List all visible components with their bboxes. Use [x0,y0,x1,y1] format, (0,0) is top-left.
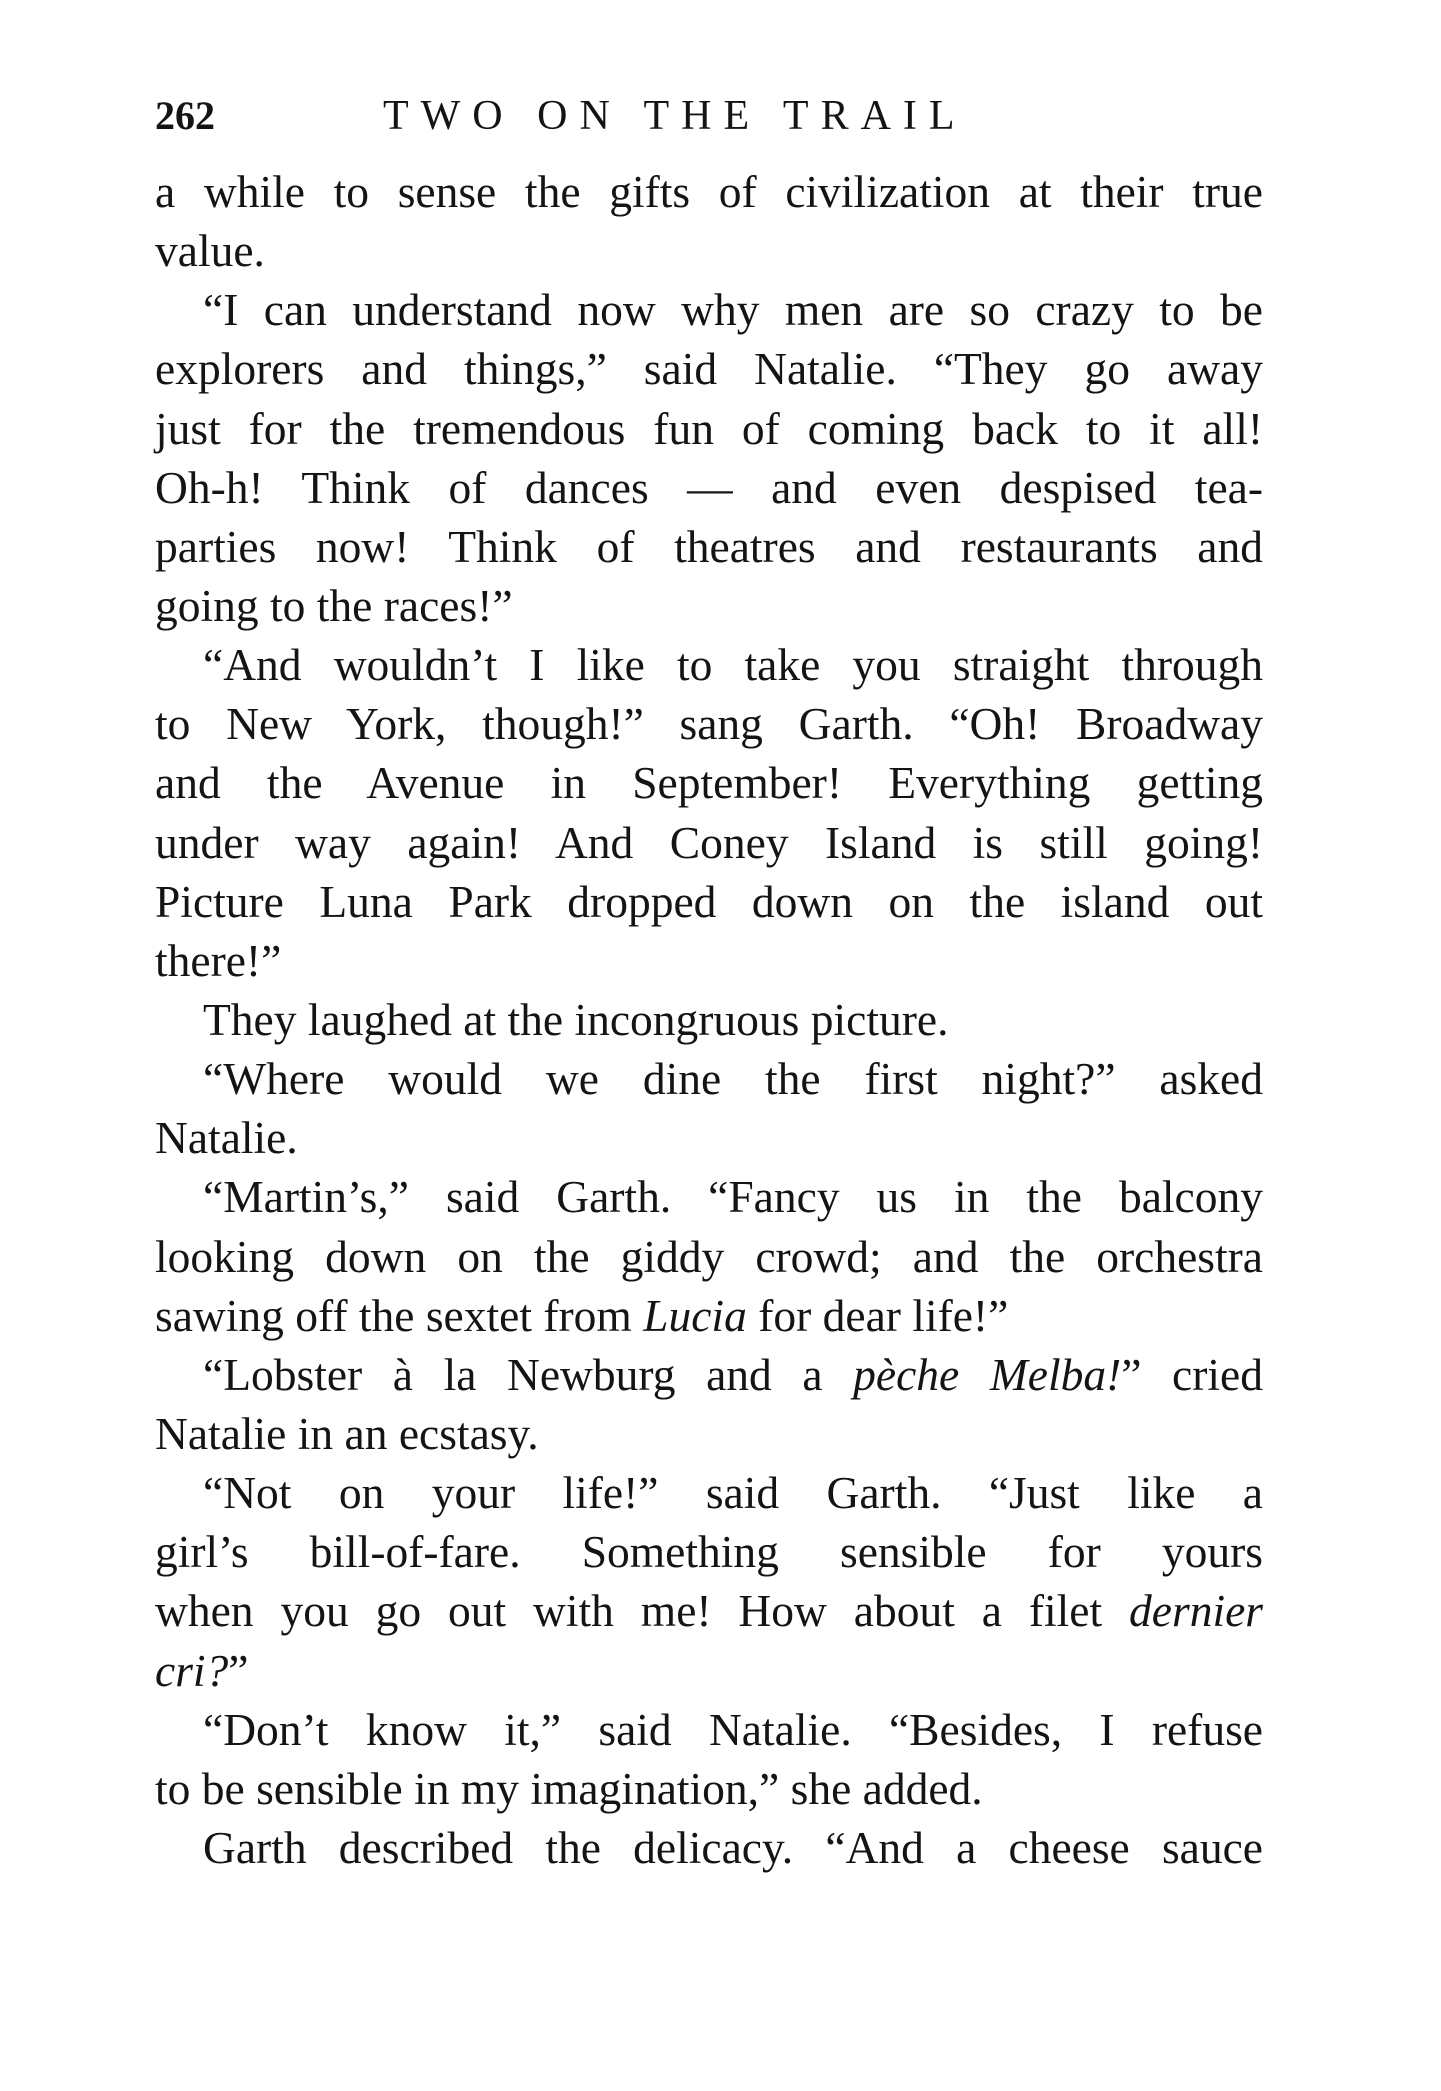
text-segment: to be sensible in my imagination,” she added. [155,1762,983,1814]
page-number: 262 [155,93,215,138]
text-line [155,1108,1263,1167]
text-segment: and the Avenue in September! Everything getting [155,757,1263,809]
text-segment: a while to sense the gifts of civilization at their true [155,166,1263,217]
text-line [155,990,1263,1049]
text-segment: Oh-h! Think of dances — and even despised tea- [155,461,1263,513]
text-segment: going to the races!” [155,579,513,631]
text-segment: ” [228,1644,249,1696]
text-line [155,1522,1263,1581]
text-line [155,458,1263,517]
text-line [155,162,1263,221]
text-line [155,1404,1263,1463]
running-head [155,86,1265,146]
text-segment: looking down on the giddy crowd; and the orchestra [155,1230,1263,1282]
text-segment: ” cried [1121,1348,1263,1400]
text-line [155,517,1263,576]
text-segment: explorers and things,” said Natalie. “They go away [155,343,1263,395]
text-segment: just for the tremendous fun of coming back to it all! [155,402,1263,454]
text-line [155,1581,1263,1640]
body-text [155,162,1263,1877]
text-segment: parties now! Think of theatres and restaurants and [155,520,1263,572]
text-line [155,1700,1263,1759]
text-segment: “Lobster à la Newburg and a [203,1348,854,1400]
text-segment: Garth described the delicacy. “And a cheese sauce [203,1821,1263,1873]
text-line [155,576,1263,635]
italic-text: dernier [1129,1585,1263,1637]
text-segment: Natalie in an ecstasy. [155,1407,539,1459]
italic-text: pèche Melba! [853,1348,1122,1400]
text-line [155,1345,1263,1404]
text-segment: when you go out with me! How about a filet [155,1585,1130,1637]
text-segment: under way again! And Coney Island is still going! [155,816,1263,868]
text-segment: sawing off the sextet from [155,1289,644,1341]
text-line [155,1463,1263,1522]
text-segment: “Don’t know it,” said Natalie. “Besides, I refuse [203,1703,1263,1755]
text-line [155,1167,1263,1226]
text-line [155,399,1263,458]
text-segment: there!” [155,934,282,986]
italic-text: cri? [155,1644,229,1696]
text-line [155,1818,1263,1877]
text-line [155,280,1263,339]
text-line [155,694,1263,753]
text-line [155,931,1263,990]
text-line [155,1641,1263,1700]
text-segment: value. [155,225,265,277]
text-line [155,1049,1263,1108]
text-segment: “And wouldn’t I like to take you straight through [203,639,1263,691]
text-line [155,339,1263,398]
text-line [155,872,1263,931]
text-segment: for dear life!” [746,1289,1009,1341]
text-segment: They laughed at the incongruous picture. [203,993,949,1045]
text-segment: to New York, though!” sang Garth. “Oh! Broadway [155,698,1263,750]
running-title: TWO ON THE TRAIL [383,93,967,139]
text-segment: “Not on your life!” said Garth. “Just like a [203,1467,1263,1519]
text-segment: girl’s bill-of-fare. Something sensible for yours [155,1526,1263,1578]
text-segment: “Martin’s,” said Garth. “Fancy us in the balcony [203,1171,1263,1223]
text-segment: Picture Luna Park dropped down on the island out [155,875,1263,927]
text-line [155,1227,1263,1286]
text-segment: “I can understand now why men are so crazy to be [203,284,1263,336]
text-line [155,635,1263,694]
text-line [155,813,1263,872]
text-line [155,1286,1263,1345]
text-line [155,1759,1263,1818]
text-segment: “Where would we dine the first night?” asked [203,1053,1263,1105]
italic-text: Lucia [643,1289,747,1341]
text-line [155,753,1263,812]
text-segment: Natalie. [155,1112,298,1164]
text-line [155,221,1263,280]
